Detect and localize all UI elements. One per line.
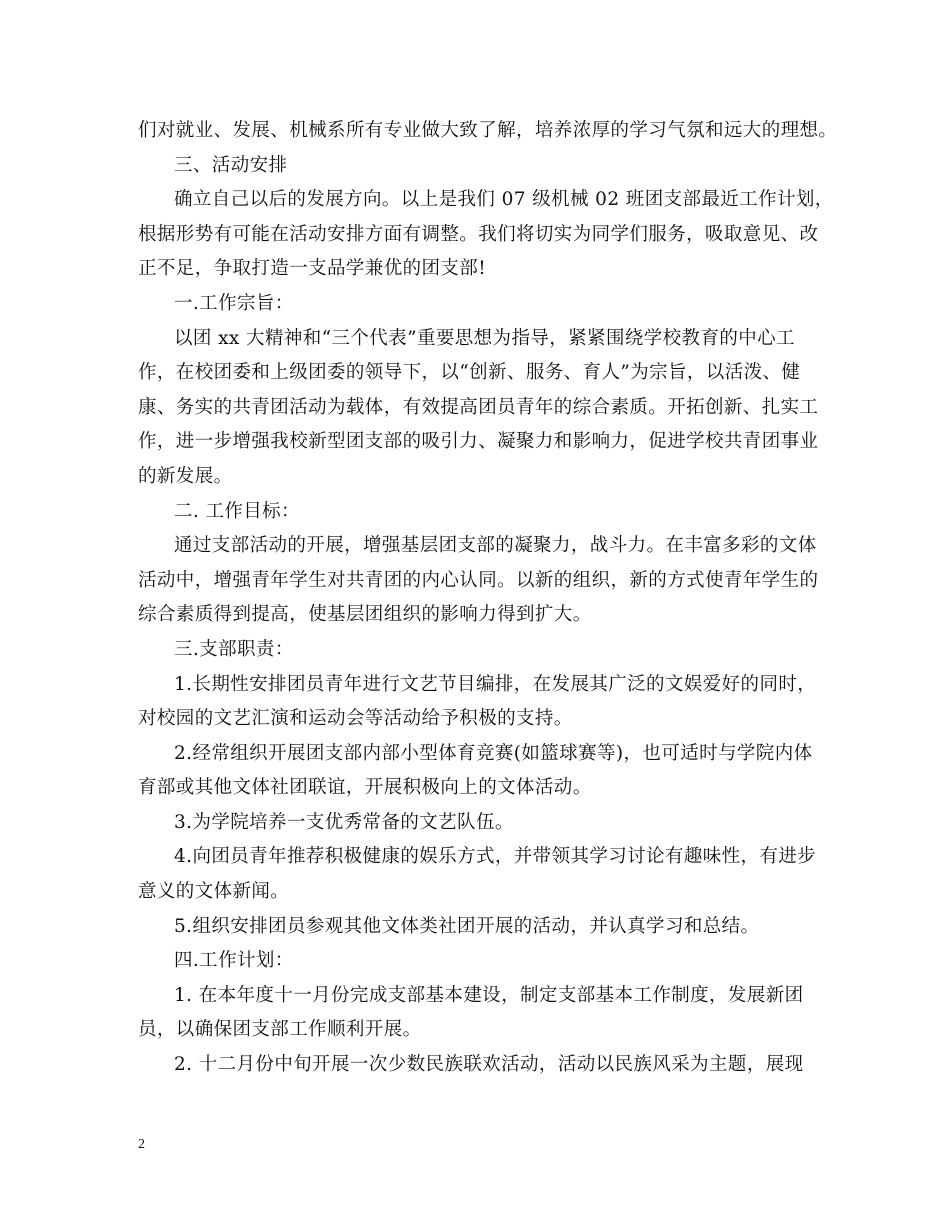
text-line: 意义的文体新闻。 <box>138 881 290 903</box>
document-body <box>138 114 838 1083</box>
section-heading: 二. 工作目标： <box>174 500 300 522</box>
text-line: 综合素质得到提高，使基层团组织的影响力得到扩大。 <box>138 604 592 626</box>
text-line: 的新发展。 <box>138 465 233 487</box>
list-item: 2.经常组织开展团支部内部小型体育竞赛(如篮球赛等)，也可适时与学院内体 <box>174 742 813 764</box>
list-item: 1. 在本年度十一月份完成支部基本建设，制定支部基本工作制度，发展新团 <box>174 984 804 1006</box>
text-line: 育部或其他文体社团联谊，开展积极向上的文体活动。 <box>138 777 592 799</box>
text-line: 确立自己以后的发展方向。以上是我们 07 级机械 02 班团支部最近工作计划， <box>174 189 834 211</box>
text-line: 康、务实的共青团活动为载体，有效提高团员青年的综合素质。开拓创新、扎实工 <box>138 396 819 418</box>
text-line: 以团 xx 大精神和“三个代表”重要思想为指导，紧紧围绕学校教育的中心工 <box>174 327 795 349</box>
text-line: 通过支部活动的开展，增强基层团支部的凝聚力，战斗力。在丰富多彩的文体 <box>174 535 817 557</box>
page-number: 2 <box>138 1137 145 1152</box>
section-heading: 三、活动安排 <box>174 154 288 176</box>
text-line: 员，以确保团支部工作顺利开展。 <box>138 1019 422 1041</box>
section-heading: 一.工作宗旨： <box>174 292 294 314</box>
list-item: 1.长期性安排团员青年进行文艺节目编排，在发展其广泛的文娱爱好的同时， <box>174 673 817 695</box>
text-line: 们对就业、发展、机械系所有专业做大致了解，培养浓厚的学习气氛和远大的理想。 <box>138 120 838 141</box>
section-heading: 三.支部职责： <box>174 638 294 660</box>
section-heading: 四.工作计划： <box>174 950 294 972</box>
text-line: 作，在校团委和上级团委的领导下，以“创新、服务、育人”为宗旨，以活泼、健 <box>138 362 801 384</box>
text-line: 正不足，争取打造一支品学兼优的团支部! <box>138 258 487 280</box>
text-line: 活动中，增强青年学生对共青团的内心认同。以新的组织，新的方式使青年学生的 <box>138 569 819 591</box>
list-item: 2. 十二月份中旬开展一次少数民族联欢活动，活动以民族风采为主题，展现 <box>174 1054 804 1076</box>
text-line: 根据形势有可能在活动安排方面有调整。我们将切实为同学们服务，吸取意见、改 <box>138 223 819 245</box>
list-item: 4.向团员青年推荐积极健康的娱乐方式，并带领其学习讨论有趣味性，有进步 <box>174 846 817 868</box>
text-line: 对校园的文艺汇演和运动会等活动给予积极的支持。 <box>138 708 573 730</box>
list-item: 5.组织安排团员参观其他文体类社团开展的活动，并认真学习和总结。 <box>174 915 760 937</box>
text-line: 作，进一步增强我校新型团支部的吸引力、凝聚力和影响力，促进学校共青团事业 <box>138 431 819 453</box>
list-item: 3.为学院培养一支优秀常备的文艺队伍。 <box>174 811 514 833</box>
